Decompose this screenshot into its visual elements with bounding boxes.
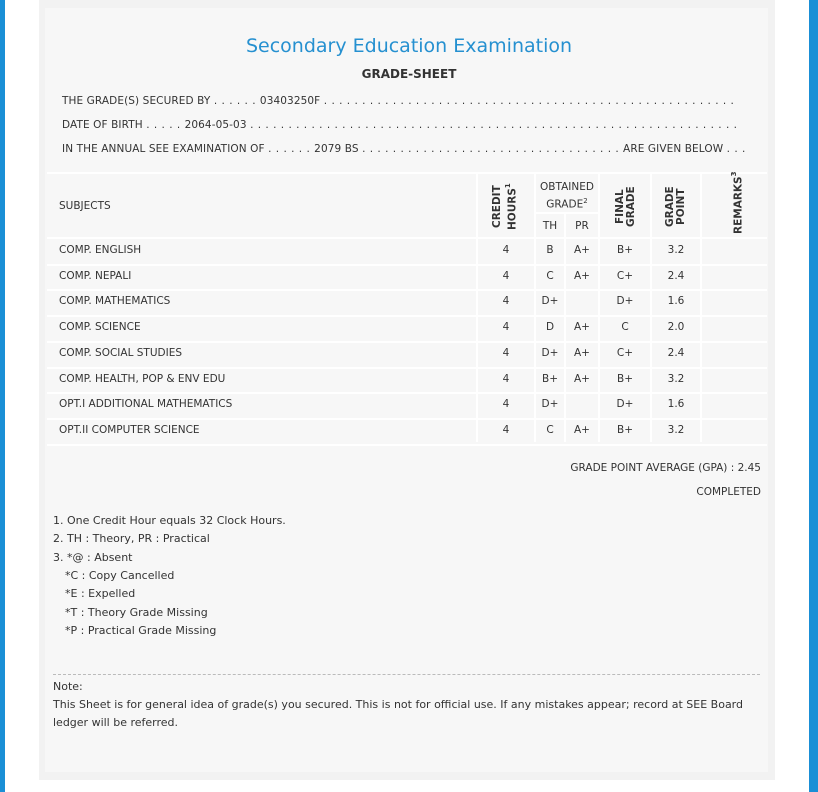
- credit-hours-cell: 4: [502, 424, 510, 436]
- practical-grade-cell: A+: [574, 244, 590, 256]
- grade-point-cell: 3.2: [667, 424, 685, 436]
- practical-grade-cell: A+: [574, 347, 590, 359]
- subject-cell: COMP. ENGLISH: [59, 244, 142, 256]
- row-divider: [47, 341, 767, 343]
- exam-label: IN THE ANNUAL SEE EXAMINATION OF: [62, 143, 265, 155]
- subject-cell: COMP. MATHEMATICS: [59, 295, 171, 307]
- credit-hours-cell: 4: [502, 398, 510, 410]
- obtained-grade-footnote-marker: 2: [583, 197, 588, 205]
- final-grade-header: FINAL GRADE: [614, 186, 637, 227]
- row-divider: [47, 264, 767, 266]
- row-divider: [47, 289, 767, 291]
- final-grade-cell: D+: [616, 295, 634, 307]
- th-header: TH: [542, 220, 558, 232]
- obtained-grade-divider: [536, 212, 598, 214]
- row-divider: [47, 315, 767, 317]
- final-grade-cell: B+: [616, 373, 633, 385]
- theory-grade-cell: C: [546, 270, 554, 282]
- theory-grade-cell: D: [545, 321, 555, 333]
- column-divider: [700, 172, 702, 442]
- row-divider: [47, 367, 767, 369]
- final-grade-cell: C+: [616, 347, 634, 359]
- credit-hours-cell: 4: [502, 244, 510, 256]
- table-top-border: [47, 172, 767, 174]
- final-grade-cell: C: [621, 321, 629, 333]
- credit-hours-header: [492, 183, 519, 231]
- subject-cell: COMP. HEALTH, POP & ENV EDU: [59, 373, 226, 385]
- grade-point-cell: 3.2: [667, 373, 685, 385]
- theory-grade-cell: D+: [541, 295, 559, 307]
- credit-hours-cell: 4: [502, 373, 510, 385]
- footnote-item: *E : Expelled: [65, 587, 136, 600]
- footnote-item: *T : Theory Grade Missing: [65, 606, 208, 619]
- table-header-border: [47, 237, 767, 239]
- subject-cell: OPT.I ADDITIONAL MATHEMATICS: [59, 398, 233, 410]
- credit-hours-footnote-marker: 1: [504, 183, 512, 189]
- obtained-grade-header: [536, 180, 598, 212]
- subject-cell: COMP. SCIENCE: [59, 321, 141, 333]
- row-divider: [47, 444, 767, 446]
- left-border-bar: [0, 0, 5, 792]
- subject-cell: OPT.II COMPUTER SCIENCE: [59, 424, 200, 436]
- footnote-item: *C : Copy Cancelled: [65, 569, 175, 582]
- row-divider: [47, 418, 767, 420]
- final-grade-cell: B+: [616, 244, 633, 256]
- note-divider: [53, 674, 760, 675]
- subjects-header: SUBJECTS: [59, 200, 111, 212]
- practical-grade-cell: A+: [574, 373, 590, 385]
- page-title: Secondary Education Examination: [245, 35, 573, 57]
- theory-grade-cell: B: [546, 244, 554, 256]
- footnote-item: 3. *@ : Absent: [53, 551, 133, 564]
- row-divider: [47, 392, 767, 394]
- dob-label: DATE OF BIRTH: [62, 119, 143, 131]
- practical-grade-cell: A+: [574, 424, 590, 436]
- footnote-item: 1. One Credit Hour equals 32 Clock Hours.: [53, 514, 286, 527]
- grade-point-cell: 1.6: [667, 398, 685, 410]
- note-label: Note:: [53, 680, 83, 693]
- secured-by-line: THE GRADE(S) SECURED BY . . . . . . 03403250F . . . . . . . . . . . . . . . . . . . . . . . . . . . . . . . . . . . . . . . . . . . . . . . . . . . . . .: [62, 95, 735, 107]
- grade-point-cell: 2.4: [667, 270, 685, 282]
- final-grade-cell: C+: [616, 270, 634, 282]
- dob-value: 2064-05-03: [184, 119, 247, 131]
- credit-hours-cell: 4: [502, 295, 510, 307]
- dob-line: DATE OF BIRTH . . . . . 2064-05-03 . . . . . . . . . . . . . . . . . . . . . . . . . . . . . . . . . . . . . . . . . . . . . . . . . . . . . . . . . . . . . . . .: [62, 119, 738, 131]
- secured-by-label: THE GRADE(S) SECURED BY: [62, 95, 211, 107]
- theory-grade-cell: C: [546, 424, 554, 436]
- footnote-item: 2. TH : Theory, PR : Practical: [53, 532, 210, 545]
- credit-hours-cell: 4: [502, 321, 510, 333]
- practical-grade-cell: A+: [574, 321, 590, 333]
- theory-grade-cell: D+: [541, 398, 559, 410]
- remarks-footnote-marker: 3: [730, 171, 738, 177]
- theory-grade-cell: D+: [541, 347, 559, 359]
- exam-year: 2079 BS: [314, 143, 359, 155]
- grade-point-cell: 1.6: [667, 295, 685, 307]
- credit-hours-cell: 4: [502, 270, 510, 282]
- grade-point-cell: 2.0: [667, 321, 685, 333]
- exam-line: IN THE ANNUAL SEE EXAMINATION OF . . . . . . 2079 BS . . . . . . . . . . . . . . . . . . . . . . . . . . . . . . . . . . ARE GIVEN BELOW . . .: [62, 143, 746, 155]
- footnote-item: *P : Practical Grade Missing: [65, 624, 217, 637]
- page-subtitle: GRADE-SHEET: [361, 67, 457, 81]
- credit-hours-label: CREDIT HOURS: [491, 185, 519, 231]
- pr-header: PR: [575, 220, 589, 232]
- given-below-label: ARE GIVEN BELOW: [623, 143, 724, 155]
- final-grade-cell: B+: [616, 424, 633, 436]
- practical-grade-cell: A+: [574, 270, 590, 282]
- gpa-summary: GRADE POINT AVERAGE (GPA) : 2.45: [570, 462, 761, 474]
- right-border-bar: [809, 0, 818, 792]
- subject-cell: COMP. SOCIAL STUDIES: [59, 347, 183, 359]
- grade-point-cell: 3.2: [667, 244, 685, 256]
- result-status: COMPLETED: [696, 486, 761, 498]
- obtained-grade-label: OBTAINED GRADE: [540, 181, 594, 211]
- note-text: This Sheet is for general idea of grade(s) you secured. This is not for official use. If any mistakes appear; record at SEE Board ledger will be referred.: [53, 698, 743, 729]
- remarks-header: [729, 171, 745, 234]
- grade-point-header: GRADE POINT: [664, 186, 687, 227]
- theory-grade-cell: B+: [541, 373, 558, 385]
- remarks-label: REMARKS: [732, 176, 745, 234]
- credit-hours-cell: 4: [502, 347, 510, 359]
- grade-point-cell: 2.4: [667, 347, 685, 359]
- final-grade-cell: D+: [616, 398, 634, 410]
- subject-cell: COMP. NEPALI: [59, 270, 132, 282]
- symbol-number: 03403250F: [259, 95, 321, 107]
